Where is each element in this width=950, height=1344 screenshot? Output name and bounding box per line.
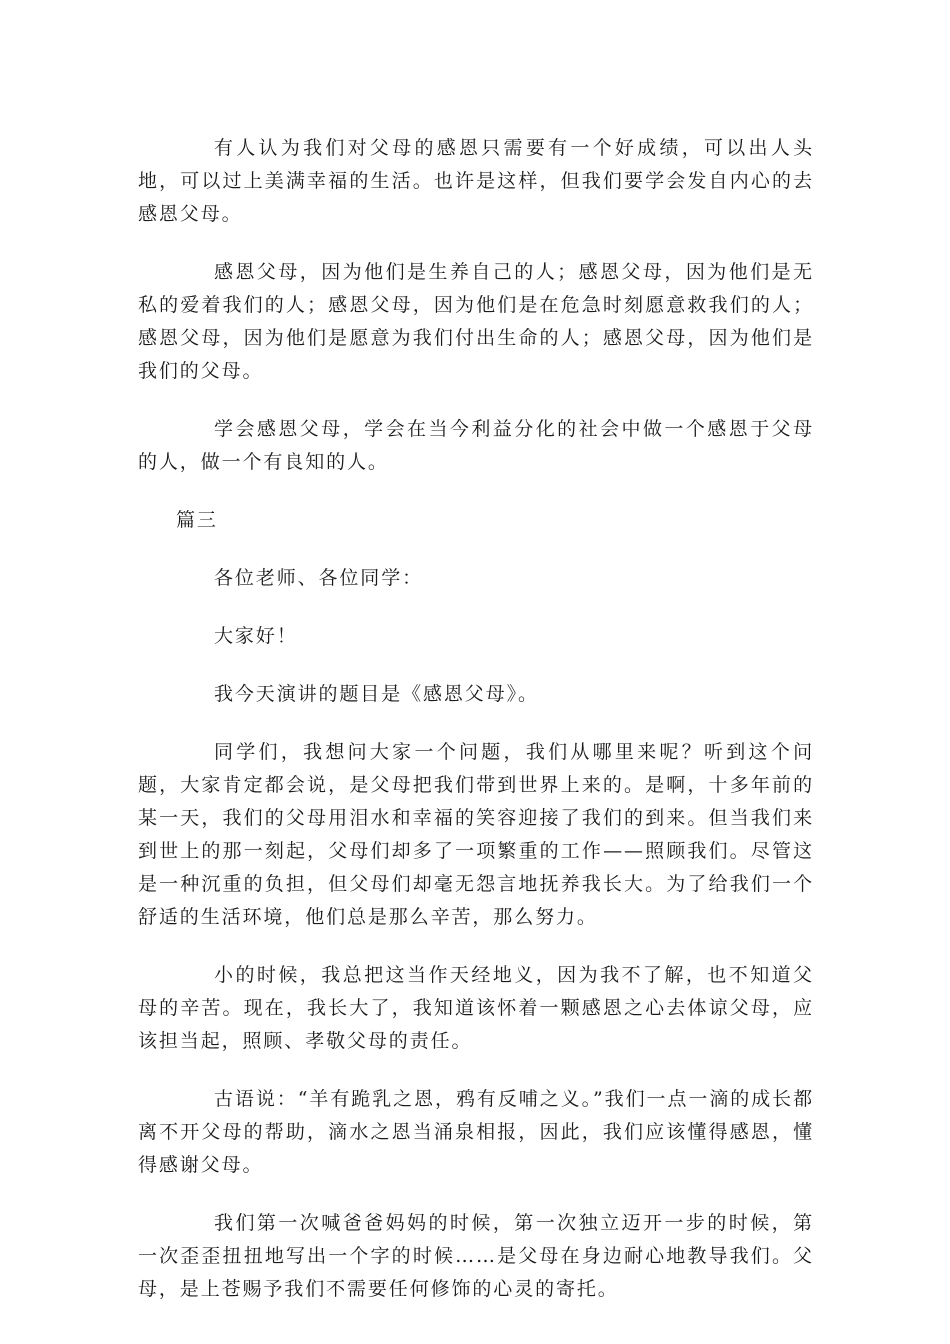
paragraph-1: 有人认为我们对父母的感恩只需要有一个好成绩，可以出人头地，可以过上美满幸福的生活。也许是这样，但我们要学会发自内心的去感恩父母。 <box>138 137 814 225</box>
speech-paragraph-3: 古语说：“羊有跪乳之恩，鸦有反哺之义。”我们一点一滴的成长都离不开父母的帮助，滴水之恩当涌泉相报，因此，我们应该懂得感恩，懂得感谢父母。 <box>138 1088 814 1176</box>
speech-paragraph-2: 小的时候，我总把这当作天经地义，因为我不了解，也不知道父母的辛苦。现在，我长大了，我知道该怀着一颗感恩之心去体谅父母，应该担当起，照顾、孝敬父母的责任。 <box>138 964 814 1052</box>
document-body <box>138 132 814 1331</box>
speech-greeting: 大家好！ <box>214 625 298 647</box>
speech-paragraph-4: 我们第一次喊爸爸妈妈的时候，第一次独立迈开一步的时候，第一次歪歪扭扭地写出一个字的时候……是父母在身边耐心地教导我们。父母，是上苍赐予我们不需要任何修饰的心灵的寄托。 <box>138 1212 814 1300</box>
section-heading: 篇三 <box>176 509 218 531</box>
speech-salutation: 各位老师、各位同学： <box>214 567 424 589</box>
speech-paragraph-1: 同学们，我想问大家一个问题，我们从哪里来呢？听到这个问题，大家肯定都会说，是父母把我们带到世界上来的。是啊，十多年前的某一天，我们的父母用泪水和幸福的笑容迎接了我们的到来。但当我们来到世上的那一刻起，父母们却多了一项繁重的工作——照顾我们。尽管这是一种沉重的负担，但父母们却毫无怨言地抚养我长大。为了给我们一个舒适的生活环境，他们总是那么辛苦，那么努力。 <box>138 741 814 928</box>
paragraph-3: 学会感恩父母，学会在当今利益分化的社会中做一个感恩于父母的人，做一个有良知的人。 <box>138 418 814 473</box>
paragraph-2: 感恩父母，因为他们是生养自己的人；感恩父母，因为他们是无私的爱着我们的人；感恩父母，因为他们是在危急时刻愿意救我们的人；感恩父母，因为他们是愿意为我们付出生命的人；感恩父母，因为他们是我们的父母。 <box>138 261 814 382</box>
speech-title-line: 我今天演讲的题目是《感恩父母》。 <box>214 683 539 705</box>
